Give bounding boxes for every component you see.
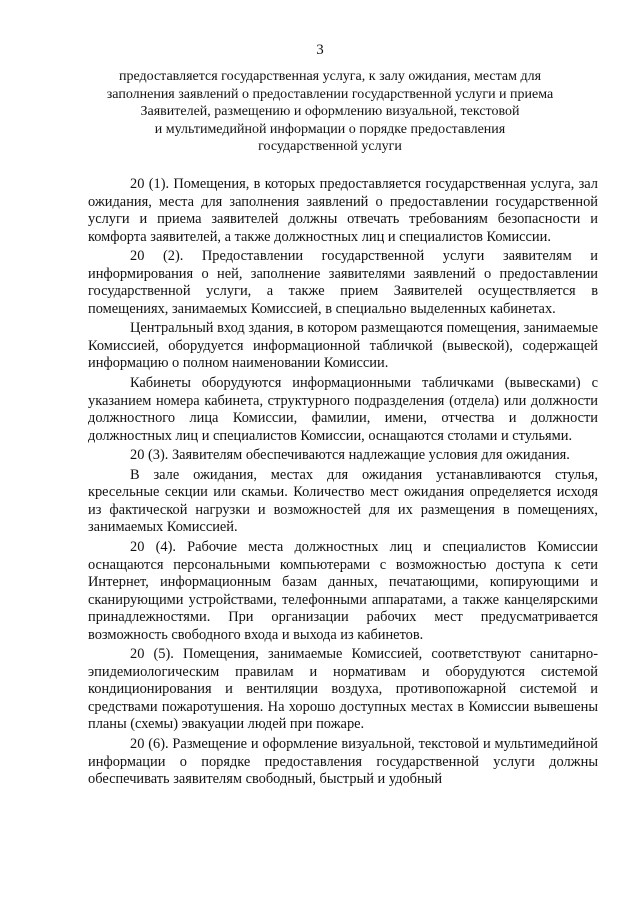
paragraph-20-5: 20 (5). Помещения, занимаемые Комиссией, соответствуют санитарно-эпидемиологическим правилам и нормативам и оборудуются системой кондиционирования и вентиляции воздуха, противопожарной системой и средствами пожаротушения. На хорошо доступных местах в Комиссии вывешены планы (схемы) эвакуации людей при пожаре. [88, 646, 598, 733]
heading-line: и мультимедийной информации о порядке предоставления [154, 121, 506, 137]
page-number: 3 [316, 42, 324, 58]
paragraph-20-6: 20 (6). Размещение и оформление визуальной, текстовой и мультимедийной информации о порядке предоставления государственной услуги должны обеспечивать заявителям свободный, быстрый и удобный [88, 736, 598, 787]
document-body [88, 176, 598, 789]
heading-line: предоставляется государственная услуга, к залу ожидания, местам для [118, 69, 542, 84]
paragraph-20-2: 20 (2). Предоставлении государственной услуги заявителям и информирования о ней, заполнение заявителями заявлений о предоставлении государственной услуги, а также прием Заявителей осуществляется в помещениях, занимаемых Комиссией, в специально выделенных кабинетах. [88, 248, 598, 317]
paragraph-cabinets: Кабинеты оборудуются информационными табличками (вывесками) с указанием номера кабинета, структурного подразделения (отдела) или должности должностного лица Комиссии, фамилии, имени, отчества и должности должностных лиц и специалистов Комиссии, оснащаются столами и стульями. [88, 375, 598, 444]
paragraph-waiting-hall: В зале ожидания, местах для ожидания устанавливаются стулья, кресельные секции или скамьи. Количество мест ожидания определяется исходя из фактической нагрузки и возможностей для их размещения в помещениях, занимаемых Комиссией. [88, 466, 598, 536]
heading-line: заполнения заявлений о предоставлении государственной услуги и приема [106, 86, 554, 102]
paragraph-20-3: 20 (3). Заявителям обеспечиваются надлежащие условия для ожидания. [130, 447, 570, 464]
paragraph-central-entrance: Центральный вход здания, в котором размещаются помещения, занимаемые Комиссией, оборудуется информационной табличкой (вывеской), содержащей информацию о полном наименовании Комиссии. [88, 320, 598, 372]
heading-line: государственной услуги [258, 139, 402, 154]
heading-line: Заявителей, размещению и оформлению визуальной, текстовой [140, 104, 520, 119]
section-heading [80, 68, 580, 156]
paragraph-20-4: 20 (4). Рабочие места должностных лиц и специалистов Комиссии оснащаются персональными компьютерами с возможностью доступа к сети Интернет, информационным базам данных, печатающими, копирующими и сканирующими устройствами, телефонными аппаратами, а также канцелярскими принадлежностями. При организации рабочих мест предусматривается возможность свободного входа и выхода из кабинетов. [88, 539, 598, 643]
paragraph-20-1: 20 (1). Помещения, в которых предоставляется государственная услуга, зал ожидания, места для заполнения заявлений о предоставлении государственной услуги и приема заявителей должны отвечать требованиям безопасности и комфорта заявителей, а также должностных лиц и специалистов Комиссии. [88, 176, 598, 245]
